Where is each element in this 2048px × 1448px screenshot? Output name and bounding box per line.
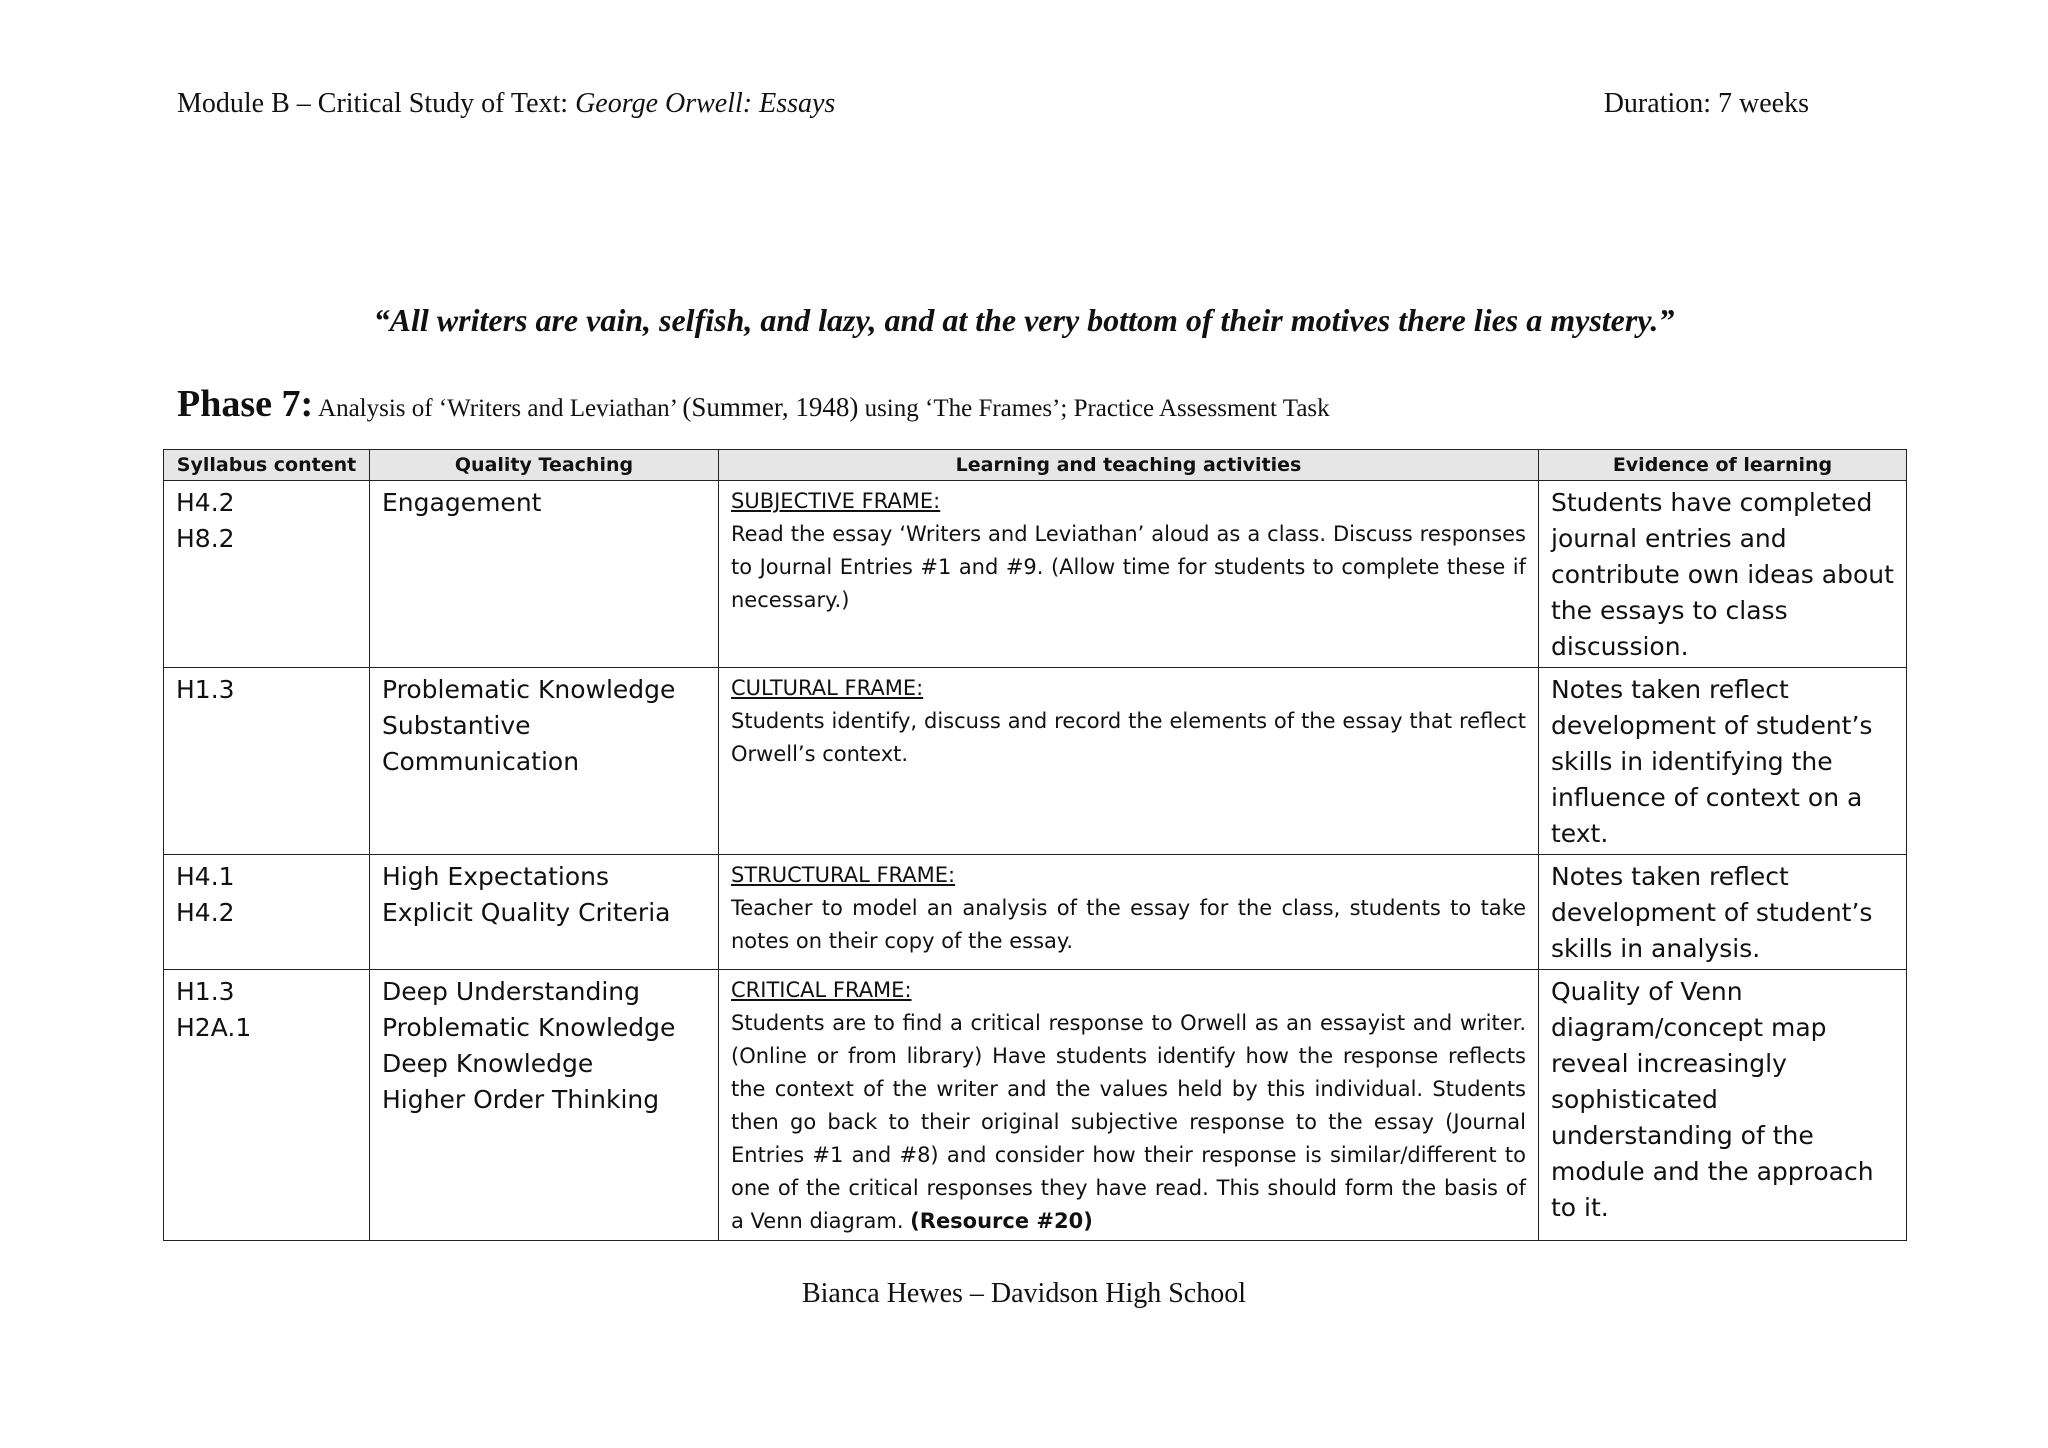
quality-item: Engagement	[382, 488, 542, 517]
quality-cell	[370, 668, 719, 855]
table-row	[164, 668, 1907, 855]
frame-title: CULTURAL FRAME:	[731, 676, 924, 700]
phase-desc-start: Analysis of ‘Writers and Leviathan’	[313, 395, 683, 422]
orwell-quote: “All writers are vain, selfish, and lazy, and at the very bottom of their motives there lies a mystery.”	[373, 302, 1675, 338]
syllabus-code: H4.2	[176, 898, 235, 927]
quality-cell	[370, 970, 719, 1241]
phase-label: Phase 7:	[177, 383, 314, 425]
syllabus-code: H4.1	[176, 862, 235, 891]
quality-item: Communication	[382, 747, 580, 776]
quality-item: Higher Order Thinking	[382, 1085, 660, 1114]
activity-cell	[719, 970, 1539, 1241]
syllabus-cell	[164, 855, 370, 970]
syllabus-code: H2A.1	[176, 1013, 252, 1042]
table-row	[164, 481, 1907, 668]
phase-desc-end: using ‘The Frames’; Practice Assessment Task	[858, 395, 1330, 422]
quality-item: Explicit Quality Criteria	[382, 898, 671, 927]
frame-title: SUBJECTIVE FRAME:	[731, 489, 941, 513]
activity-cell	[719, 855, 1539, 970]
activity-text: Read the essay ‘Writers and Leviathan’ aloud as a class. Discuss responses to Journal Entries #1 and #9. (Allow time for students to complete these if necessary.)	[731, 522, 1526, 612]
module-text: George Orwell: Essays	[575, 88, 836, 119]
quality-cell	[370, 481, 719, 668]
activity-text: Teacher to model an analysis of the essay for the class, students to take notes on their copy of the essay.	[731, 896, 1526, 953]
syllabus-cell	[164, 970, 370, 1241]
frame-title: STRUCTURAL FRAME:	[731, 863, 956, 887]
header-activities: Learning and teaching activities	[719, 450, 1539, 481]
header-quality: Quality Teaching	[370, 450, 719, 481]
quality-item: Problematic Knowledge	[382, 1013, 676, 1042]
phase-desc-date: (Summer, 1948)	[682, 392, 859, 422]
evidence-cell: Notes taken reflect development of student’s skills in analysis.	[1539, 855, 1907, 970]
syllabus-code: H1.3	[176, 977, 235, 1006]
quality-item: High Expectations	[382, 862, 610, 891]
quality-item: Substantive	[382, 711, 531, 740]
quality-cell	[370, 855, 719, 970]
lesson-plan-table	[163, 449, 1907, 1241]
activity-text: Students identify, discuss and record the elements of the essay that reflect Orwell’s context.	[731, 709, 1526, 766]
resource-reference: (Resource #20)	[910, 1209, 1093, 1233]
syllabus-cell	[164, 481, 370, 668]
syllabus-code: H8.2	[176, 524, 235, 553]
table-row	[164, 970, 1907, 1241]
evidence-cell: Notes taken reflect development of student’s skills in identifying the influence of context on a text.	[1539, 668, 1907, 855]
activity-text	[731, 1007, 1526, 1238]
module-title	[177, 88, 835, 120]
evidence-cell: Students have completed journal entries and contribute own ideas about the essays to class discussion.	[1539, 481, 1907, 668]
module-prefix: Module B – Critical Study of Text:	[177, 88, 576, 119]
header-evidence: Evidence of learning	[1539, 450, 1907, 481]
header-syllabus: Syllabus content	[164, 450, 370, 481]
table-header-row	[164, 450, 1907, 481]
syllabus-cell	[164, 668, 370, 855]
activity-body: Students are to find a critical response to Orwell as an essayist and writer. (Online or from library) Have students identify how the response reflects the context of the writer and the values held by this individual. Students then go back to their original subjective response to the essay (Journal Entries #1 and #8) and consider how their response is similar/different to one of the critical responses they have read. This should form the basis of a Venn diagram.	[731, 1011, 1526, 1233]
author-footer: Bianca Hewes – Davidson High School	[801, 1278, 1247, 1309]
frame-title: CRITICAL FRAME:	[731, 978, 912, 1002]
evidence-cell: Quality of Venn diagram/concept map reveal increasingly sophisticated understanding of the module and the approach to it.	[1539, 970, 1907, 1241]
syllabus-code: H1.3	[176, 675, 235, 704]
activity-cell	[719, 481, 1539, 668]
duration: Duration: 7 weeks	[1603, 88, 1809, 119]
quality-item: Deep Knowledge	[382, 1049, 594, 1078]
quality-item: Deep Understanding	[382, 977, 641, 1006]
table-row	[164, 855, 1907, 970]
quality-item: Problematic Knowledge	[382, 675, 676, 704]
activity-cell	[719, 668, 1539, 855]
phase-heading	[177, 382, 1330, 426]
syllabus-code: H4.2	[176, 488, 235, 517]
